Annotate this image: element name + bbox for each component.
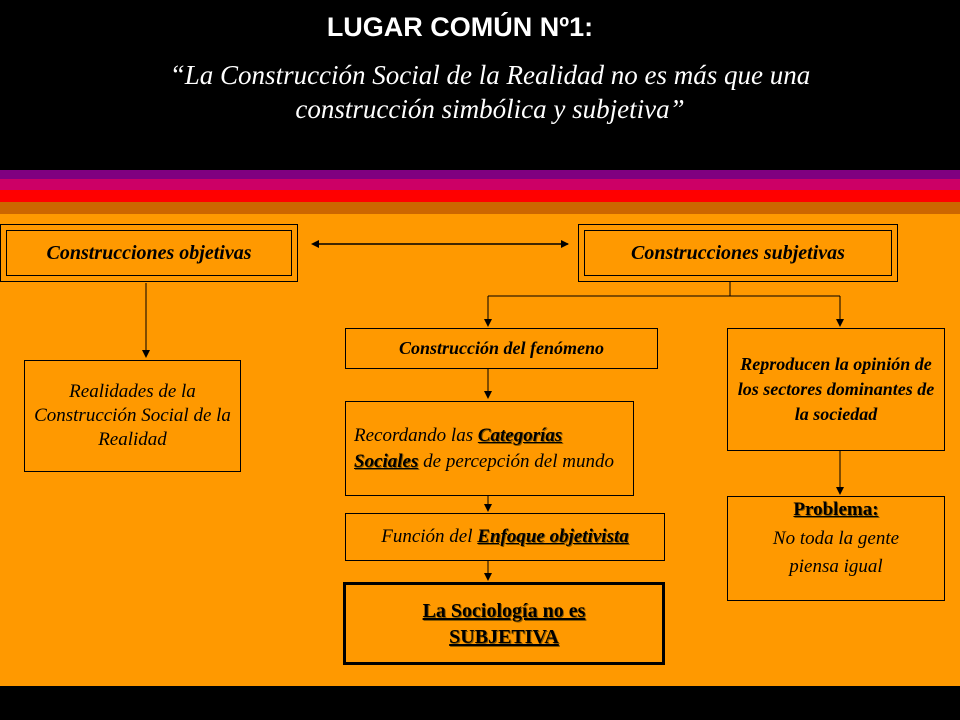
- node-label: Construcciones objetivas: [46, 241, 252, 264]
- node-recordando: [345, 401, 634, 496]
- recordando-text-end: de percepción del mundo: [418, 450, 614, 472]
- node-label: [354, 423, 625, 475]
- problema-title: Problema:: [793, 499, 879, 520]
- node-label: Construcción del fenómeno: [398, 338, 604, 358]
- quote-line-2: construcción simbólica y subjetiva”: [295, 94, 685, 124]
- node-problema: [727, 496, 945, 601]
- node-realidades: [24, 360, 241, 472]
- node-construcciones-objetivas: [0, 224, 298, 282]
- node-construcciones-subjetivas: [578, 224, 898, 282]
- enfoque-objetivista-emphasis: Enfoque objetivista: [477, 526, 629, 547]
- funcion-text: Función del: [381, 526, 478, 547]
- node-label: Construcciones subjetivas: [631, 241, 845, 264]
- node-sociologia-no-subjetiva: [343, 582, 665, 665]
- node-construccion-fenomeno: [345, 328, 658, 369]
- node-label: La Sociología no es SUBJETIVA: [422, 599, 586, 648]
- node-label: Realidades de la Construcción Social de la Realidad: [34, 381, 231, 450]
- categorias-sociales-emphasis: Categorías Sociales: [354, 424, 563, 472]
- node-label: [381, 526, 629, 548]
- recordando-text: Recordando las: [354, 424, 478, 446]
- node-reproducen: [727, 328, 945, 451]
- quote-line-1: “La Construcción Social de la Realidad no es más que una: [169, 60, 811, 90]
- slide-title: LUGAR COMÚN Nº1:: [326, 12, 594, 42]
- node-label: Reproducen la opinión de los sectores dominantes de la sociedad: [737, 354, 935, 424]
- problema-text: No toda la gente piensa igual: [772, 528, 900, 577]
- node-funcion-enfoque: [345, 513, 665, 561]
